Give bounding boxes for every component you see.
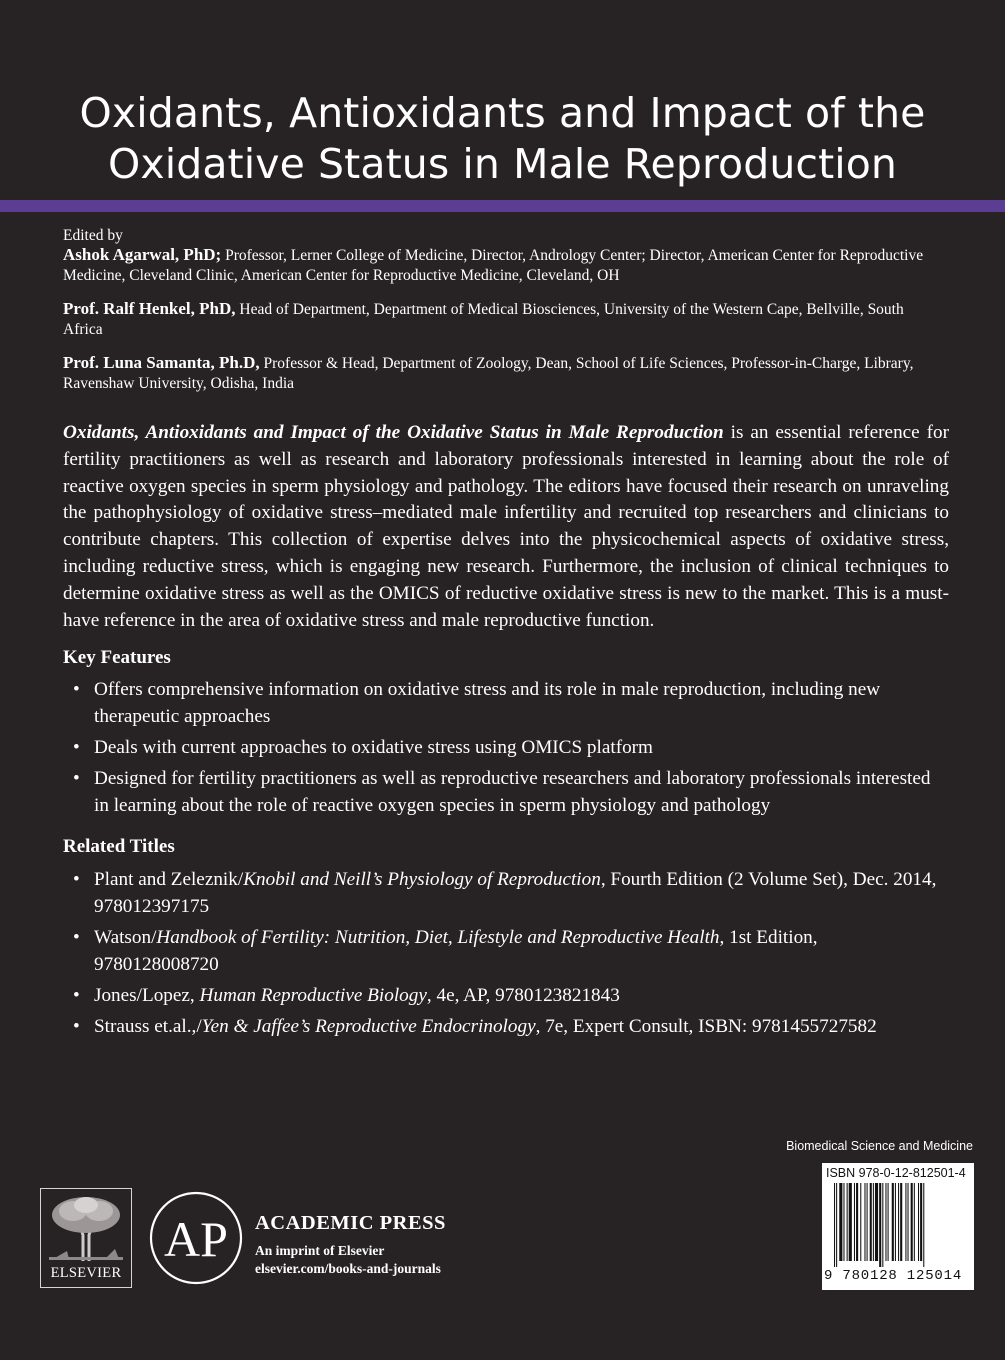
barcode-bar [892,1183,894,1261]
editor-3 [63,353,943,394]
edited-by-label: Edited by [63,227,123,244]
barcode-bar [839,1183,842,1261]
ean-digits: 9 780128 125014 [824,1268,963,1284]
book-title [20,88,985,190]
description-text: is an essential reference for fertility practitioners as well as research and laboratory professionals interested in learning about the role of reactive oxygen species in sperm physiology and pathology. The editors have focused their research on unraveling the pathophysiology of oxidative stress–mediated male infertility and recruited top researchers and clinicians to contribute chapters. This collection of expertise delves into the physicochemical aspects of oxidative stress, including reductive stress, which is engaging new research. Furthermore, the inclusion of clinical techniques to determine oxidative stress as well as the OMICS of reductive oxidative stress is new to the market. This is a must-have reference in the area of oxidative stress and male reproductive function. [63,422,949,631]
academic-press-monogram-icon [148,1190,244,1286]
barcode-bar [905,1183,906,1261]
publisher-block [255,1212,446,1278]
related-title-authors: Strauss et.al.,/ [94,1016,202,1037]
related-title-name: Human Reproductive Biology [199,985,427,1006]
key-feature-item: • Deals with current approaches to oxidative stress using OMICS platform [63,734,943,761]
related-title-details: , Fourth Edition (2 Volume Set), Dec. 2014, 978012397175 [94,869,937,917]
barcode-bar [875,1183,878,1261]
editor-2-name: Prof. Ralf Henkel, PhD, [63,299,236,318]
elsevier-tree-icon [45,1193,127,1263]
barcode-bar [920,1183,922,1261]
barcode-bar [918,1183,919,1261]
editors-section [63,226,943,407]
related-title-authors: Watson/ [94,927,157,948]
barcode-bar [908,1183,909,1261]
barcode-bar [914,1183,915,1261]
key-feature-item: • Offers comprehensive information on oxidative stress and its role in male reproduction, including new therapeutic approaches [63,676,943,730]
editor-3-name: Prof. Luna Samanta, Ph.D, [63,353,260,372]
barcode-bar [882,1183,883,1267]
isbn-label: ISBN 978-0-12-812501-4 [826,1166,966,1180]
related-title-details: , 4e, AP, 9780123821843 [426,985,620,1006]
related-title-item [63,982,943,1009]
barcode-bar [923,1183,924,1267]
barcode-bar [870,1183,872,1261]
barcode-bar [885,1183,886,1261]
editor-2-affiliation: Head of Department, Department of Medical Biosciences, University of the Western Cape, Bellville, South Africa [63,301,904,338]
related-title-authors: Plant and Zeleznik/ [94,869,244,890]
barcode-bar [864,1183,865,1261]
barcode-bar [847,1183,848,1261]
key-features-heading: Key Features [63,647,171,668]
ap-monogram-text: AP [164,1211,228,1267]
elsevier-wordmark: ELSEVIER [50,1265,122,1281]
barcode-bar [860,1183,861,1261]
barcode-bar [834,1183,835,1267]
barcode-bar [898,1183,899,1261]
related-title-item [63,924,943,978]
barcode-bar [856,1183,858,1261]
barcode-bar [843,1183,844,1261]
book-title-line-1: Oxidants, Antioxidants and Impact of the [79,89,926,137]
barcode-bar [888,1183,889,1261]
editor-3-affiliation: Professor & Head, Department of Zoology, Dean, School of Life Sciences, Professor-in-Charge, Library, Ravenshaw University, Odisha, India [63,355,914,392]
barcode-bar [873,1183,874,1261]
related-title-name: Handbook of Fertility: Nutrition, Diet, Lifestyle and Reproductive Health [156,927,720,948]
elsevier-logo [40,1188,132,1288]
editor-1-affiliation: Professor, Lerner College of Medicine, Director, Andrology Center; Director, American Center for Reproductive Medicine, Cleveland Clinic, American Center for Reproductive Medicine, Cleveland, OH [63,247,924,284]
barcode-bars-icon [834,1183,962,1267]
related-title-details: , 7e, Expert Consult, ISBN: 9781455727582 [535,1016,877,1037]
related-titles-heading: Related Titles [63,836,175,857]
description-book-title: Oxidants, Antioxidants and Impact of the Oxidative Status in Male Reproduction [63,422,724,443]
related-title-authors: Jones/Lopez, [94,985,200,1006]
related-title-name: Knobil and Neill’s Physiology of Reproduction [243,869,601,890]
barcode-bar [911,1183,913,1261]
barcode-bar [836,1183,837,1267]
publisher-imprint: An imprint of Elsevier [255,1243,385,1258]
related-title-item [63,866,943,920]
book-description [63,420,949,634]
related-titles-list [63,866,943,1044]
editor-1-name: Ashok Agarwal, PhD; [63,245,222,264]
barcode-bar [849,1183,852,1261]
purple-accent-bar [0,200,1005,212]
key-features-list [63,676,943,823]
editor-1 [63,245,943,286]
barcode-bar [867,1183,868,1261]
publisher-name: ACADEMIC PRESS [255,1212,446,1234]
isbn-barcode [822,1163,974,1290]
related-title-details: , 1st Edition, 9780128008720 [94,927,818,975]
barcode-bar [895,1183,896,1261]
book-title-line-2: Oxidative Status in Male Reproduction [107,140,898,188]
subject-category: Biomedical Science and Medicine [786,1139,973,1153]
barcode-bar [854,1183,855,1261]
key-feature-item: • Designed for fertility practitioners as well as reproductive researchers and laboratory professionals interested in learning about the role of reactive oxygen species in sperm physiology and pathology [63,765,943,819]
barcode-bar [900,1183,902,1261]
related-title-item [63,1013,943,1040]
related-title-name: Yen & Jaffee’s Reproductive Endocrinology [201,1016,536,1037]
editor-2 [63,299,943,340]
publisher-url: elsevier.com/books-and-journals [255,1261,441,1276]
barcode-bar [879,1183,881,1267]
